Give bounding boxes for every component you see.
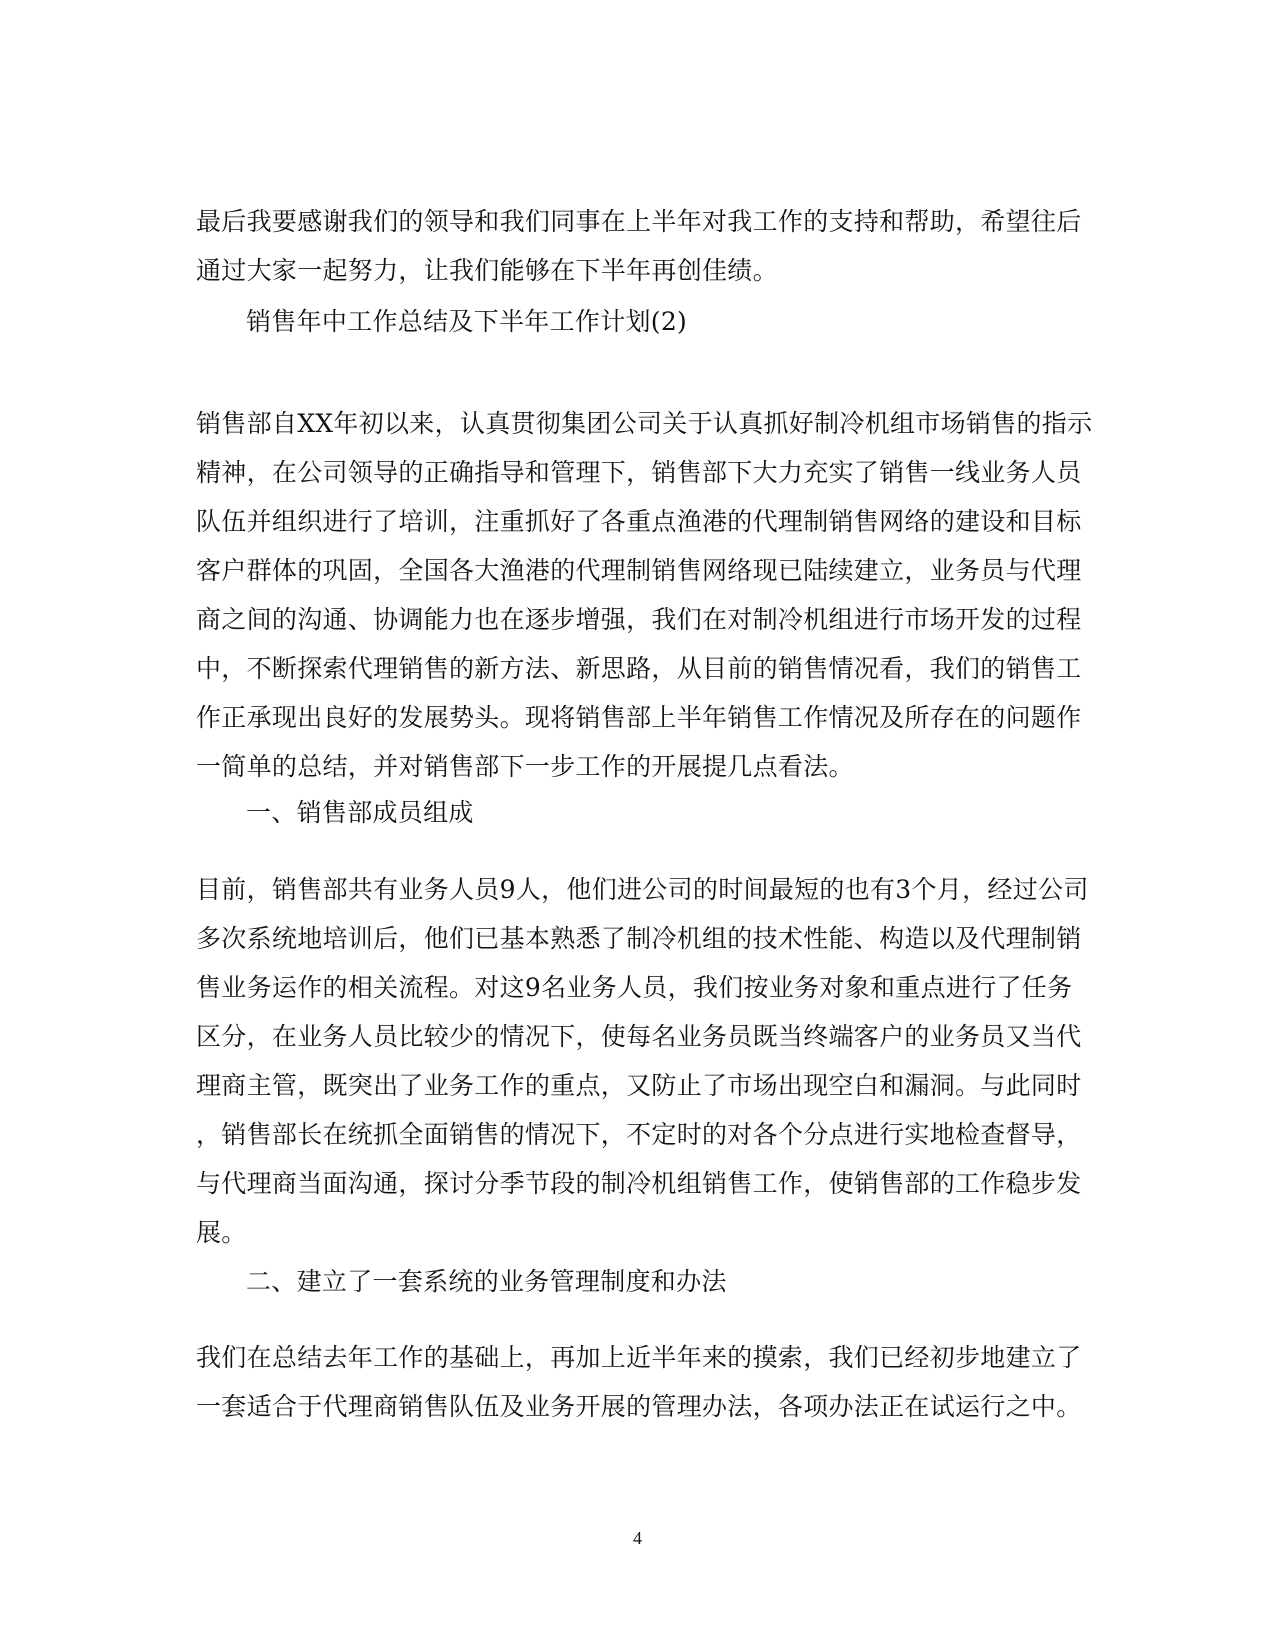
section-2-heading: 二、建立了一套系统的业务管理制度和办法	[246, 1267, 727, 1296]
section-2-paragraph	[196, 1333, 1082, 1431]
paragraph-line: 通过大家一起努力，让我们能够在下半年再创佳绩。	[196, 256, 778, 285]
paragraph-line: 理商主管，既突出了业务工作的重点，又防止了市场出现空白和漏洞。与此同时	[196, 1071, 1082, 1100]
document-title: 销售年中工作总结及下半年工作计划(2)	[246, 307, 688, 336]
section-1-heading: 一、销售部成员组成	[246, 798, 474, 827]
paragraph-line: 展。	[196, 1218, 247, 1247]
paragraph-line: 区分，在业务人员比较少的情况下，使每名业务员既当终端客户的业务员又当代	[196, 1022, 1082, 1051]
paragraph-line: 我们在总结去年工作的基础上，再加上近半年来的摸索，我们已经初步地建立了	[196, 1343, 1082, 1372]
intro-paragraph	[196, 399, 1093, 791]
paragraph-line: 售业务运作的相关流程。对这9名业务人员，我们按业务对象和重点进行了任务	[196, 973, 1073, 1002]
paragraph-line: 与代理商当面沟通，探讨分季节段的制冷机组销售工作，使销售部的工作稳步发	[196, 1169, 1082, 1198]
closing-paragraph	[196, 197, 1082, 295]
paragraph-line: 客户群体的巩固，全国各大渔港的代理制销售网络现已陆续建立，业务员与代理	[196, 556, 1082, 585]
paragraph-line: 目前，销售部共有业务人员9人，他们进公司的时间最短的也有3个月，经过公司	[196, 875, 1089, 904]
section-1-paragraph	[196, 865, 1089, 1257]
paragraph-line: 一简单的总结，并对销售部下一步工作的开展提几点看法。	[196, 752, 854, 781]
paragraph-line: 作正承现出良好的发展势头。现将销售部上半年销售工作情况及所存在的问题作	[196, 703, 1082, 732]
paragraph-line: 多次系统地培训后，他们已基本熟悉了制冷机组的技术性能、构造以及代理制销	[196, 924, 1082, 953]
paragraph-line: 一套适合于代理商销售队伍及业务开展的管理办法，各项办法正在试运行之中。	[196, 1392, 1082, 1421]
page-number: 4	[633, 1528, 642, 1548]
paragraph-line: ，销售部长在统抓全面销售的情况下，不定时的对各个分点进行实地检查督导，	[196, 1120, 1082, 1149]
paragraph-line: 队伍并组织进行了培训，注重抓好了各重点渔港的代理制销售网络的建设和目标	[196, 507, 1082, 536]
paragraph-line: 销售部自XX年初以来，认真贯彻集团公司关于认真抓好制冷机组市场销售的指示	[196, 409, 1093, 438]
paragraph-line: 精神，在公司领导的正确指导和管理下，销售部下大力充实了销售一线业务人员	[196, 458, 1082, 487]
paragraph-line: 最后我要感谢我们的领导和我们同事在上半年对我工作的支持和帮助，希望往后	[196, 207, 1082, 236]
paragraph-line: 商之间的沟通、协调能力也在逐步增强，我们在对制冷机组进行市场开发的过程	[196, 605, 1082, 634]
paragraph-line: 中，不断探索代理销售的新方法、新思路，从目前的销售情况看，我们的销售工	[196, 654, 1082, 683]
